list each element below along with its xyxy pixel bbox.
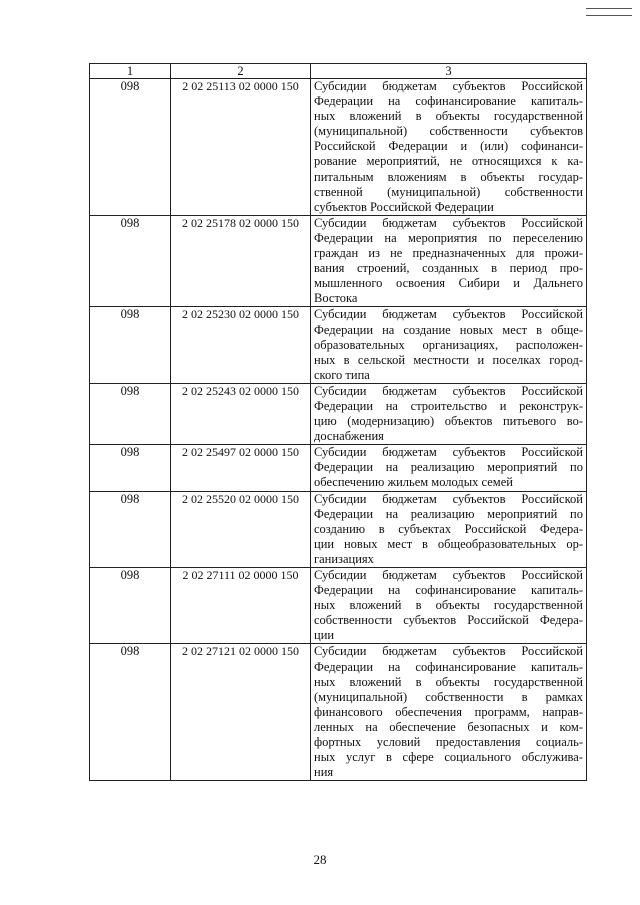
description-line: фортных условий предоставления социаль-: [314, 735, 583, 750]
budget-classification-code-cell: 2 02 25520 02 0000 150: [171, 491, 311, 567]
budget-classification-code-cell: 2 02 27111 02 0000 150: [171, 568, 311, 644]
description-line: ных вложений в объекты государственной: [314, 598, 583, 613]
description-line: Востока: [314, 291, 358, 306]
description-line: ленных на обеспечение безопасных и ком-: [314, 719, 583, 734]
description-line: Субсидии бюджетам субъектов Российской: [314, 644, 583, 659]
admin-code-cell: 098: [90, 644, 171, 781]
description-line: Федерации на софинансирование капиталь-: [314, 94, 583, 109]
description-line: Субсидии бюджетам субъектов Российской: [314, 307, 583, 322]
table-row: [90, 491, 587, 567]
budget-code-table: [89, 63, 587, 781]
description-line: Субсидии бюджетам субъектов Российской: [314, 568, 583, 582]
description-line: Субсидии бюджетам субъектов Российской: [314, 215, 583, 230]
description-line: ции: [314, 628, 335, 643]
description-line: Федерации на реализацию мероприятий по: [314, 460, 583, 475]
budget-classification-code-cell: 2 02 27121 02 0000 150: [171, 644, 311, 781]
description-line: Федерации на строительство и реконструк-: [314, 398, 583, 413]
description-line: ных вложений в объекты государственной: [314, 109, 583, 124]
admin-code-cell: 098: [90, 445, 171, 491]
budget-classification-code-cell: 2 02 25243 02 0000 150: [171, 383, 311, 444]
description-line: ных вложений в объекты государственной: [314, 674, 583, 689]
description-line: созданию в субъектах Российской Федера-: [314, 521, 583, 536]
table-row: [90, 644, 587, 781]
description-line: ского типа: [314, 367, 370, 382]
table-row: [90, 307, 587, 383]
header-row: [90, 64, 587, 79]
description-line: (муниципальной) собственности субъектов: [314, 124, 583, 139]
admin-code-cell: 098: [90, 215, 171, 307]
column-header-3: 3: [311, 64, 587, 79]
column-header-1: 1: [90, 64, 171, 79]
admin-code-cell: 098: [90, 568, 171, 644]
table-body: [90, 79, 587, 781]
description-line: собственности субъектов Российской Федера-: [314, 613, 583, 628]
admin-code-cell: 098: [90, 491, 171, 567]
description-line: мышленного освоения Сибири и Дальнего: [314, 276, 583, 291]
description-line: обеспечению жильем молодых семей: [314, 475, 513, 490]
admin-code-cell: 098: [90, 383, 171, 444]
table-row: [90, 568, 587, 644]
table-row: [90, 383, 587, 444]
description-line: финансового обеспечения программ, направ-: [314, 704, 583, 719]
description-cell: [311, 491, 587, 567]
description-line: Субсидии бюджетам субъектов Российской: [314, 383, 583, 398]
description-line: (муниципальной) собственности в рамках: [314, 689, 583, 704]
description-line: питальным вложениям в объекты государ-: [314, 169, 583, 184]
description-line: граждан из не предназначенных для прожи-: [314, 246, 583, 261]
description-cell: [311, 383, 587, 444]
description-cell: [311, 568, 587, 644]
description-line: ных в сельской местности и поселках город-: [314, 352, 583, 367]
description-cell: [311, 79, 587, 216]
page-number: 28: [313, 852, 327, 867]
description-cell: [311, 445, 587, 491]
description-line: Субсидии бюджетам субъектов Российской: [314, 79, 583, 93]
description-cell: [311, 644, 587, 781]
budget-classification-code-cell: 2 02 25178 02 0000 150: [171, 215, 311, 307]
column-header-2: 2: [171, 64, 311, 79]
description-line: ственной (муниципальной) собственности: [314, 184, 583, 199]
description-line: вания строений, созданных в период про-: [314, 261, 583, 276]
description-line: Субсидии бюджетам субъектов Российской: [314, 491, 583, 506]
description-line: образовательных организациях, расположен-: [314, 337, 583, 352]
table-row: [90, 215, 587, 307]
description-line: ции новых мест в общеобразовательных ор-: [314, 536, 583, 551]
description-line: Федерации на создание новых мест в обще-: [314, 322, 583, 337]
description-line: Российской Федерации и (или) софинанси-: [314, 139, 583, 154]
description-line: Федерации на софинансирование капиталь-: [314, 659, 583, 674]
description-cell: [311, 307, 587, 383]
description-line: Федерации на мероприятия по переселению: [314, 230, 583, 245]
description-line: ния: [314, 765, 334, 780]
description-cell: [311, 215, 587, 307]
admin-code-cell: 098: [90, 307, 171, 383]
description-line: цию (модернизацию) объектов питьевого во-: [314, 414, 583, 429]
description-line: Субсидии бюджетам субъектов Российской: [314, 445, 583, 460]
table-row: [90, 79, 587, 216]
budget-classification-code-cell: 2 02 25230 02 0000 150: [171, 307, 311, 383]
description-line: Федерации на софинансирование капиталь-: [314, 583, 583, 598]
description-line: рование мероприятий, не относящихся к ка-: [314, 154, 583, 169]
description-line: Федерации на реализацию мероприятий по: [314, 506, 583, 521]
description-line: ганизациях: [314, 551, 374, 566]
corner-mark: [586, 8, 632, 16]
budget-classification-code-cell: 2 02 25497 02 0000 150: [171, 445, 311, 491]
description-line: субъектов Российской Федерации: [314, 199, 494, 214]
table-row: [90, 445, 587, 491]
admin-code-cell: 098: [90, 79, 171, 216]
description-line: ных услуг в сфере социального обслужива-: [314, 750, 583, 765]
description-line: доснабжения: [314, 429, 384, 444]
budget-classification-code-cell: 2 02 25113 02 0000 150: [171, 79, 311, 216]
